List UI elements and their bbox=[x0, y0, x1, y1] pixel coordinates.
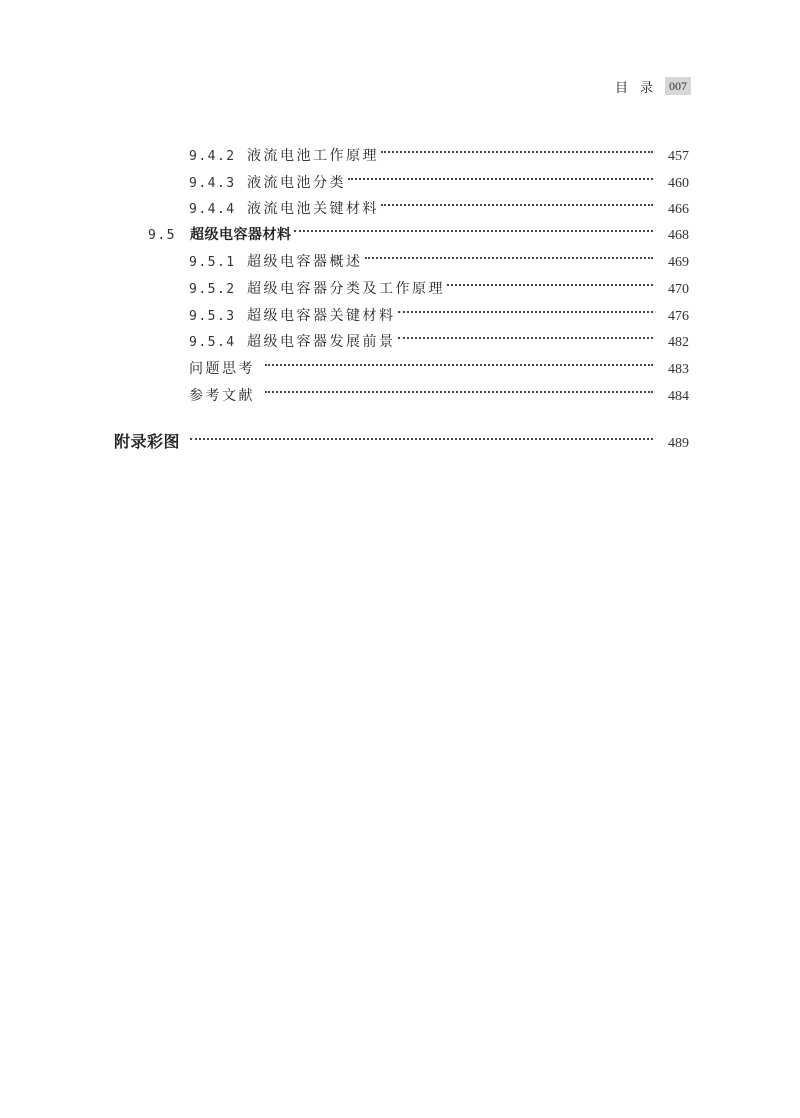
toc-entry-number: 9.4.2 bbox=[189, 149, 236, 164]
toc-entry-number: 9.5.3 bbox=[189, 309, 236, 324]
dot-leader bbox=[265, 353, 653, 373]
toc-entry-page: 460 bbox=[668, 176, 689, 191]
toc-entry-page: 483 bbox=[668, 362, 689, 377]
toc-entry[interactable] bbox=[189, 353, 689, 377]
toc-appendix-entry[interactable] bbox=[114, 427, 689, 451]
toc-entry-page: 489 bbox=[668, 436, 689, 451]
toc-entry-title: 液流电池工作原理 bbox=[247, 148, 379, 164]
toc-entry[interactable] bbox=[189, 380, 689, 404]
dot-leader bbox=[381, 140, 653, 160]
header-title: 目录 bbox=[614, 80, 665, 96]
toc-entry-number: 9.5.4 bbox=[189, 335, 236, 350]
toc-section-entry[interactable] bbox=[148, 219, 689, 243]
toc-entry-title: 液流电池分类 bbox=[247, 175, 346, 191]
dot-leader bbox=[365, 246, 654, 266]
dot-leader bbox=[190, 427, 653, 447]
toc-entry[interactable] bbox=[189, 167, 689, 191]
toc-entry-page: 468 bbox=[668, 228, 689, 243]
toc-entry[interactable] bbox=[189, 193, 689, 217]
toc-entry[interactable] bbox=[189, 140, 689, 164]
toc-entry-page: 457 bbox=[668, 149, 689, 164]
toc-entry-number: 9.4.3 bbox=[189, 176, 236, 191]
dot-leader bbox=[294, 219, 654, 239]
toc-entry-title: 超级电容器发展前景 bbox=[247, 334, 396, 350]
toc-entry[interactable] bbox=[189, 273, 689, 297]
toc-entry-title: 超级电容器关键材料 bbox=[247, 308, 396, 324]
header-page-number: 007 bbox=[665, 77, 691, 95]
dot-leader bbox=[398, 300, 654, 320]
running-header bbox=[615, 76, 691, 96]
dot-leader bbox=[381, 193, 653, 213]
toc-entry-page: 470 bbox=[668, 282, 689, 297]
toc-entry-number: 9.4.4 bbox=[189, 202, 236, 217]
toc-entry-page: 466 bbox=[668, 202, 689, 217]
toc-entry-title: 超级电容器分类及工作原理 bbox=[247, 281, 445, 297]
toc-entry-title: 问题思考 bbox=[189, 361, 255, 377]
toc-entry-title: 超级电容器概述 bbox=[247, 254, 363, 270]
dot-leader bbox=[447, 273, 653, 293]
toc-entry-page: 484 bbox=[668, 389, 689, 404]
toc-entry-title: 附录彩图 bbox=[114, 432, 181, 451]
toc-entry-title: 参考文献 bbox=[189, 388, 255, 404]
toc-entry-title: 液流电池关键材料 bbox=[247, 201, 379, 217]
dot-leader bbox=[348, 167, 653, 187]
toc-entry-number: 9.5.2 bbox=[189, 282, 236, 297]
dot-leader bbox=[265, 380, 653, 400]
toc-entry-page: 469 bbox=[668, 255, 689, 270]
toc-entry-page: 482 bbox=[668, 335, 689, 350]
dot-leader bbox=[398, 326, 654, 346]
toc-entry[interactable] bbox=[189, 246, 689, 270]
toc-entry-number: 9.5.1 bbox=[189, 255, 236, 270]
toc-entry[interactable] bbox=[189, 326, 689, 350]
toc-entry-number: 9.5 bbox=[148, 228, 176, 243]
toc-entry[interactable] bbox=[189, 300, 689, 324]
toc-entry-page: 476 bbox=[668, 309, 689, 324]
toc-entry-title: 超级电容器材料 bbox=[190, 227, 292, 243]
